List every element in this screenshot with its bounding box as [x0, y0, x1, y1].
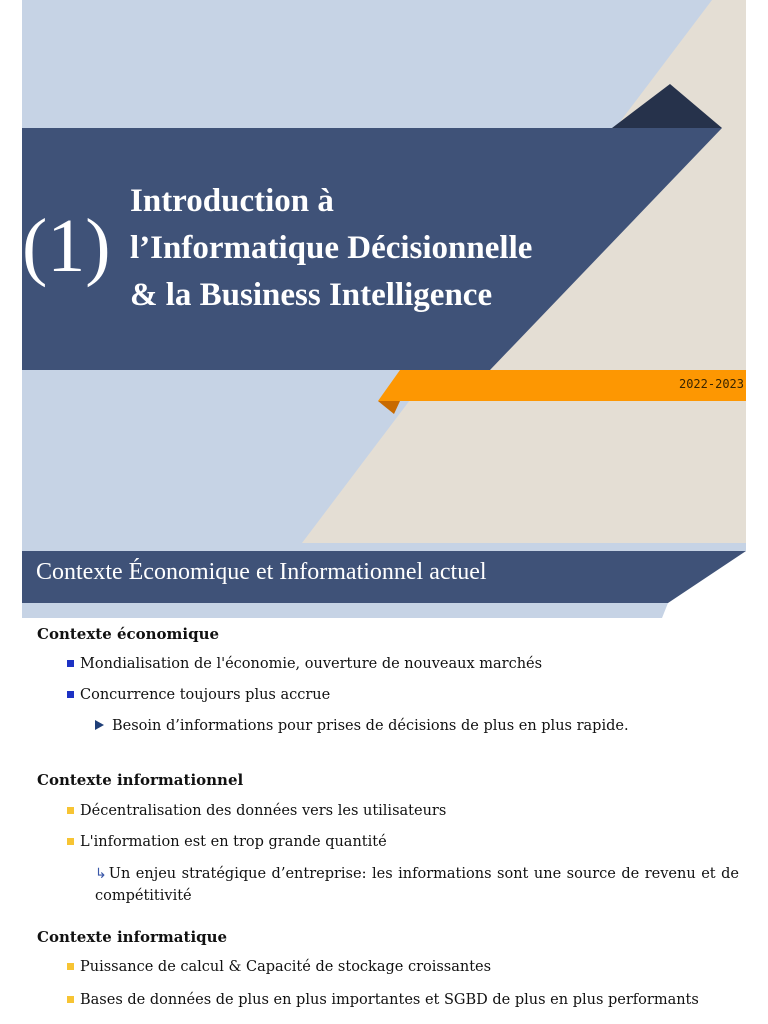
- square-bullet-icon: [67, 838, 74, 845]
- content-slide: [22, 543, 746, 1024]
- curved-arrow-icon: ↳: [95, 866, 107, 882]
- title-slide: [22, 0, 746, 543]
- section-heading-economique: Contexte économique: [37, 625, 220, 643]
- title-line-1: Introduction à: [130, 183, 334, 219]
- slide-title: [130, 178, 532, 319]
- bullet-item: [67, 803, 446, 819]
- section-heading-informationnel: Contexte informationnel: [37, 771, 244, 789]
- bullet-text: L'information est en trop grande quantité: [80, 834, 387, 850]
- bullet-item: [67, 687, 330, 703]
- bullet-text: Bases de données de plus en plus importantes et SGBD de plus en plus performants: [80, 992, 699, 1008]
- title-line-3: & la Business Intelligence: [130, 277, 493, 313]
- sub-bullet-item: [95, 718, 629, 734]
- bullet-text: Décentralisation des données vers les utilisateurs: [80, 803, 447, 819]
- content-title: Contexte Économique et Informationnel actuel: [36, 559, 487, 585]
- bullet-item: [67, 834, 387, 850]
- section-heading-informatique: Contexte informatique: [37, 928, 228, 946]
- bullet-item: [67, 989, 739, 1011]
- bullet-item: [67, 656, 542, 672]
- square-bullet-icon: [67, 996, 74, 1003]
- title-line-2: l’Informatique Décisionnelle: [130, 230, 533, 266]
- triangle-bullet-icon: [95, 720, 104, 730]
- bullet-text: Mondialisation de l'économie, ouverture de nouveaux marchés: [80, 656, 543, 672]
- bullet-text: Concurrence toujours plus accrue: [80, 687, 331, 703]
- bullet-item: [67, 959, 491, 975]
- sub-bullet-text: Besoin d’informations pour prises de décisions de plus en plus rapide.: [112, 718, 629, 734]
- bullet-text: Puissance de calcul & Capacité de stockage croissantes: [80, 959, 492, 975]
- sub-bullet-text: Un enjeu stratégique d’entreprise: les informations sont une source de revenu et de compétitivité: [95, 866, 739, 904]
- square-bullet-icon: [67, 691, 74, 698]
- academic-year: 2022-2023: [678, 377, 744, 391]
- sub-bullet-item: [95, 863, 739, 907]
- square-bullet-icon: [67, 963, 74, 970]
- square-bullet-icon: [67, 660, 74, 667]
- section-number: (1): [22, 204, 111, 288]
- square-bullet-icon: [67, 807, 74, 814]
